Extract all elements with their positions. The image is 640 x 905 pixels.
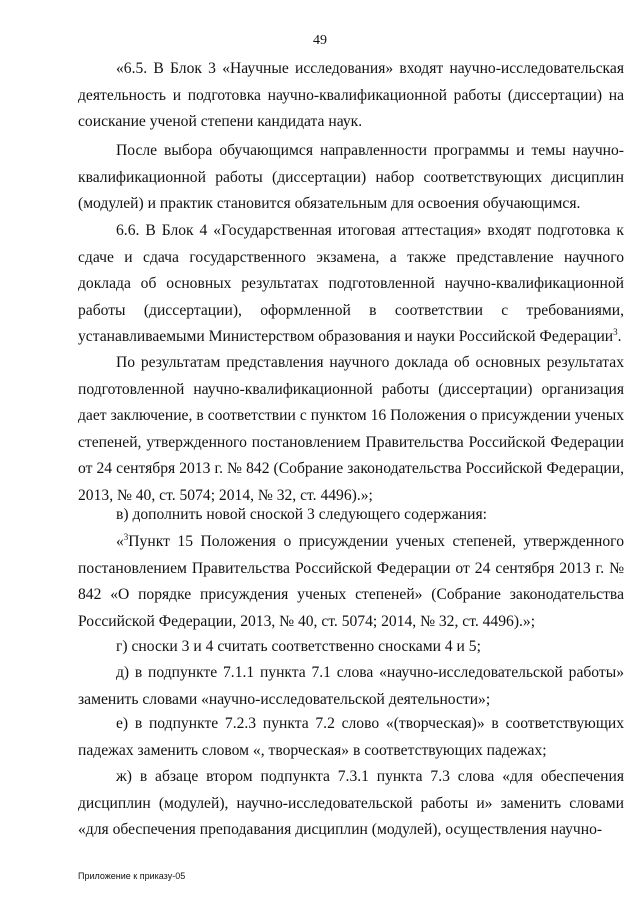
footer-note: Приложение к приказу-05 [78, 871, 186, 881]
paragraph-6-5: «6.5. В Блок 3 «Научные исследования» входят научно-исследовательская деятельность и подготовка научно-квалификационной работы (диссертации) на соискание ученой степени кандидата наук. [78, 60, 624, 130]
paragraph-6-6 [78, 218, 624, 351]
paragraph-item-g: г) сноски 3 и 4 считать соответственно сносками 4 и 5; [116, 638, 481, 655]
paragraph-footnote-3 [78, 529, 624, 635]
paragraph-results: По результатам представления научного доклада об основных результатах подготовленной научно-квалификационной работы (диссертации) организация дает заключение, в соответствии с пунктом 16 Положения о присуждении ученых степеней, утвержденного постановлением Правительства Российской Федерации от 24 сентября 2013 г. № 842 (Собрание законодательства Российской Федерации, 2013, № 40, ст. 5074; 2014, № 32, ст. 4496).»; [78, 354, 624, 504]
page-number: 49 [313, 33, 327, 48]
footnote-3-text: Пункт 15 Положения о присуждении ученых степеней, утвержденного постановлением Правительства Российской Федерации от 24 сентября 2013 г. № 842 «О порядке присуждения ученых степеней» (Собрание законодательства Российской Федерации, 2013, № 40, ст. 5074; 2014, № 32, ст. 4496).»; [78, 533, 624, 630]
paragraph-item-d: д) в подпункте 7.1.1 пункта 7.1 слова «научно-исследовательской работы» заменить словами «научно-исследовательской деятельности»; [78, 664, 624, 708]
paragraph-item-v: в) дополнить новой сноской 3 следующего содержания: [116, 506, 487, 523]
footnote-3-mark: 3 [123, 531, 129, 542]
paragraph-item-e: е) в подпункте 7.2.3 пункта 7.2 слово «(творческая)» в соответствующих падежах заменить словом «, творческая» в соответствующих падежах; [78, 715, 624, 759]
paragraph-6-6-text: 6.6. В Блок 4 «Государственная итоговая аттестация» входят подготовка к сдаче и сдача государственного экзамена, а также представление научного доклада об основных результатах подготовленной научно-квалификационной работы (диссертации), оформленной в соответствии с требованиями, устанавливаемыми Министерством образования и науки Российской Федерации [78, 222, 624, 345]
paragraph-6-6-end: . [617, 328, 622, 345]
footnote-3-open-quote: « [116, 533, 124, 550]
paragraph-item-zh: ж) в абзаце втором подпункта 7.3.1 пункта 7.3 слова «для обеспечения дисциплин (модулей), научно-исследовательской работы и» заменить словами «для обеспечения преподавания дисциплин (модулей), осуществления научно- [78, 768, 624, 838]
footnote-ref-3: 3 [613, 326, 618, 337]
paragraph-after-choice: После выбора обучающимся направленности программы и темы научно-квалификационной работы (диссертации) набор соответствующих дисциплин (модулей) и практик становится обязательным для освоения обучающимся. [78, 142, 624, 212]
